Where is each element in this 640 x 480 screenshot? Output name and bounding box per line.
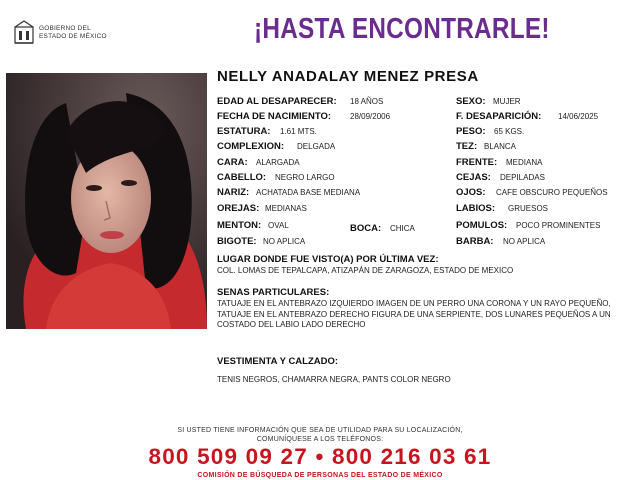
sex-value: MUJER — [493, 97, 521, 106]
clothing-value: TENIS NEGROS, CHAMARRA NEGRA, PANTS COLOR NEGRO — [217, 375, 451, 384]
contact-info-line-1: SI USTED TIENE INFORMACIÓN QUE SEA DE UTILIDAD PARA SU LOCALIZACIÓN, — [177, 427, 463, 434]
contact-info — [0, 426, 640, 444]
eyebrows-value: DEPILADAS — [500, 173, 545, 182]
hair-label: CABELLO: — [217, 172, 267, 183]
disappearance-date-value: 14/06/2025 — [558, 112, 599, 121]
contact-info-line-2: COMUNÍQUESE A LOS TELÉFONOS: — [256, 436, 384, 443]
face-label: CARA: — [217, 157, 248, 168]
disappearance-date-label: F. DESAPARICIÓN: — [456, 111, 542, 122]
height-value: 1.61 MTS. — [280, 127, 317, 136]
particular-marks-value: TATUAJE EN EL ANTEBRAZO IZQUIERDO IMAGEN DE UN PERRO UNA CORONA Y UN RAYO PEQUEÑO, TATUAJE EN EL ANTEBRAZO DERECHO FIGURA DE UNA SERPIENTE, DOS LUNARES PEQUEÑOS A UN COSTADO DEL LABIO LADO DERECHO — [217, 299, 611, 329]
age-value: 18 AÑOS — [350, 97, 384, 106]
beard-label: BARBA: — [456, 236, 494, 247]
lips-label: LABIOS: — [456, 203, 496, 214]
gov-line-1: GOBIERNO DEL — [39, 25, 91, 32]
commission-name: COMISIÓN DE BÚSQUEDA DE PERSONAS DEL ESTADO DE MÉXICO — [197, 472, 443, 479]
last-seen-label: LUGAR DONDE FUE VISTO(A) POR ÚLTIMA VEZ: — [217, 254, 439, 265]
ears-label: OREJAS: — [217, 203, 260, 214]
cheekbones-label: POMULOS: — [456, 220, 508, 231]
phone-number-1: 800 509 09 27 — [148, 444, 308, 469]
mustache-label: BIGOTE: — [217, 236, 257, 247]
chin-value: OVAL — [268, 221, 289, 230]
beard-value: NO APLICA — [503, 237, 546, 246]
face-value: ALARGADA — [256, 158, 300, 167]
mouth-value: CHICA — [390, 224, 415, 233]
missing-person-photo — [6, 73, 207, 329]
particular-marks-label: SENAS PARTICULARES: — [217, 287, 330, 298]
last-seen-value: COL. LOMAS DE TEPALCAPA, ATIZAPÁN DE ZARAGOZA, ESTADO DE MEXICO — [217, 266, 514, 275]
phone-separator: • — [315, 444, 325, 469]
complexion-color-value: BLANCA — [484, 142, 517, 151]
weight-value: 65 KGS. — [494, 127, 525, 136]
weight-label: PESO: — [456, 126, 486, 137]
birthdate-value: 28/09/2006 — [350, 112, 391, 121]
government-name — [39, 25, 107, 41]
banner-title: ¡HASTA ENCONTRARLE! — [254, 13, 550, 45]
cheekbones-value: POCO PROMINENTES — [516, 221, 601, 230]
build-value: DELGADA — [297, 142, 336, 151]
hair-value: NEGRO LARGO — [275, 173, 335, 182]
height-label: ESTATURA: — [217, 126, 271, 137]
nose-value: ACHATADA BASE MEDIANA — [256, 188, 361, 197]
lips-value: GRUESOS — [508, 204, 549, 213]
nose-label: NARIZ: — [217, 187, 250, 198]
ears-value: MEDIANAS — [265, 204, 307, 213]
eyes-label: OJOS: — [456, 187, 486, 198]
phone-numbers — [0, 444, 640, 470]
forehead-label: FRENTE: — [456, 157, 498, 168]
person-name: NELLY ANADALAY MENEZ PRESA — [217, 68, 479, 85]
government-emblem-icon — [12, 20, 36, 46]
chin-label: MENTON: — [217, 220, 262, 231]
sex-label: SEXO: — [456, 96, 486, 107]
birthdate-label: FECHA DE NACIMIENTO: — [217, 111, 331, 122]
mustache-value: NO APLICA — [263, 237, 306, 246]
phone-number-2: 800 216 03 61 — [331, 444, 492, 469]
build-label: COMPLEXION: — [217, 141, 285, 152]
age-label: EDAD AL DESAPARECER: — [217, 96, 337, 107]
eyes-value: CAFE OBSCURO PEQUEÑOS — [496, 188, 608, 197]
mouth-label: BOCA: — [350, 223, 382, 234]
eyebrows-label: CEJAS: — [456, 172, 491, 183]
complexion-color-label: TEZ: — [456, 141, 478, 152]
clothing-label: VESTIMENTA Y CALZADO: — [217, 356, 339, 367]
gov-line-2: ESTADO DE MÉXICO — [39, 33, 107, 40]
forehead-value: MEDIANA — [506, 158, 543, 167]
